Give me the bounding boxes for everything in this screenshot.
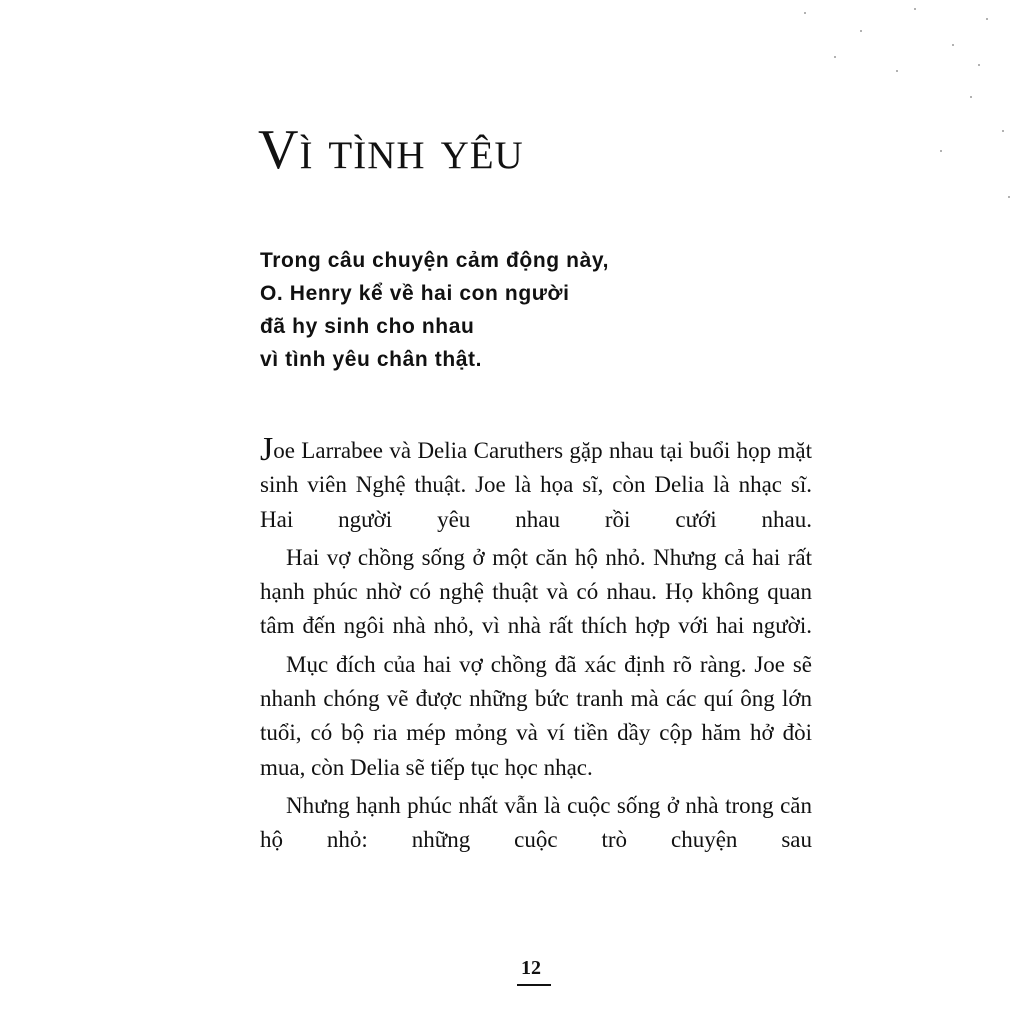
page-number: 12 [521,957,541,979]
dropcap-letter: J [260,431,274,468]
scan-noise [764,0,1024,240]
intro-line: đã hy sinh cho nhau [260,315,475,338]
paragraph [260,431,812,537]
intro-line: vì tình yêu chân thật. [260,348,483,371]
page-number-underline [517,984,551,986]
story-body [260,431,812,862]
intro-line: O. Henry kể về hai con người [260,282,570,305]
chapter-intro [260,244,609,376]
paragraph-text: oe Larrabee và Delia Caruthers gặp nhau tại buổi họp mặt sinh viên Nghệ thuật. Joe là họa sĩ, còn Delia là nhạc sĩ. Hai người yêu nhau rồi cưới nhau. [260,438,812,532]
intro-line: Trong câu chuyện cảm động này, [260,249,610,272]
paragraph: Hai vợ chồng sống ở một căn hộ nhỏ. Nhưng cả hai rất hạnh phúc nhờ có nghệ thuật và có nhau. Họ không quan tâm đến ngôi nhà nhỏ, vì nhà rất thích hợp với hai người. [260,544,812,639]
paragraph: Nhưng hạnh phúc nhất vẫn là cuộc sống ở nhà trong căn hộ nhỏ: những cuộc trò chuyện sau [260,792,812,853]
chapter-title: Vì tình yêu [258,119,524,181]
paragraph: Mục đích của hai vợ chồng đã xác định rõ ràng. Joe sẽ nhanh chóng vẽ được những bức tranh mà các quí ông lớn tuổi, có bộ ria mép mỏng và ví tiền dầy cộp hăm hở đòi mua, còn Delia sẽ tiếp tục học nhạc. [260,651,812,780]
